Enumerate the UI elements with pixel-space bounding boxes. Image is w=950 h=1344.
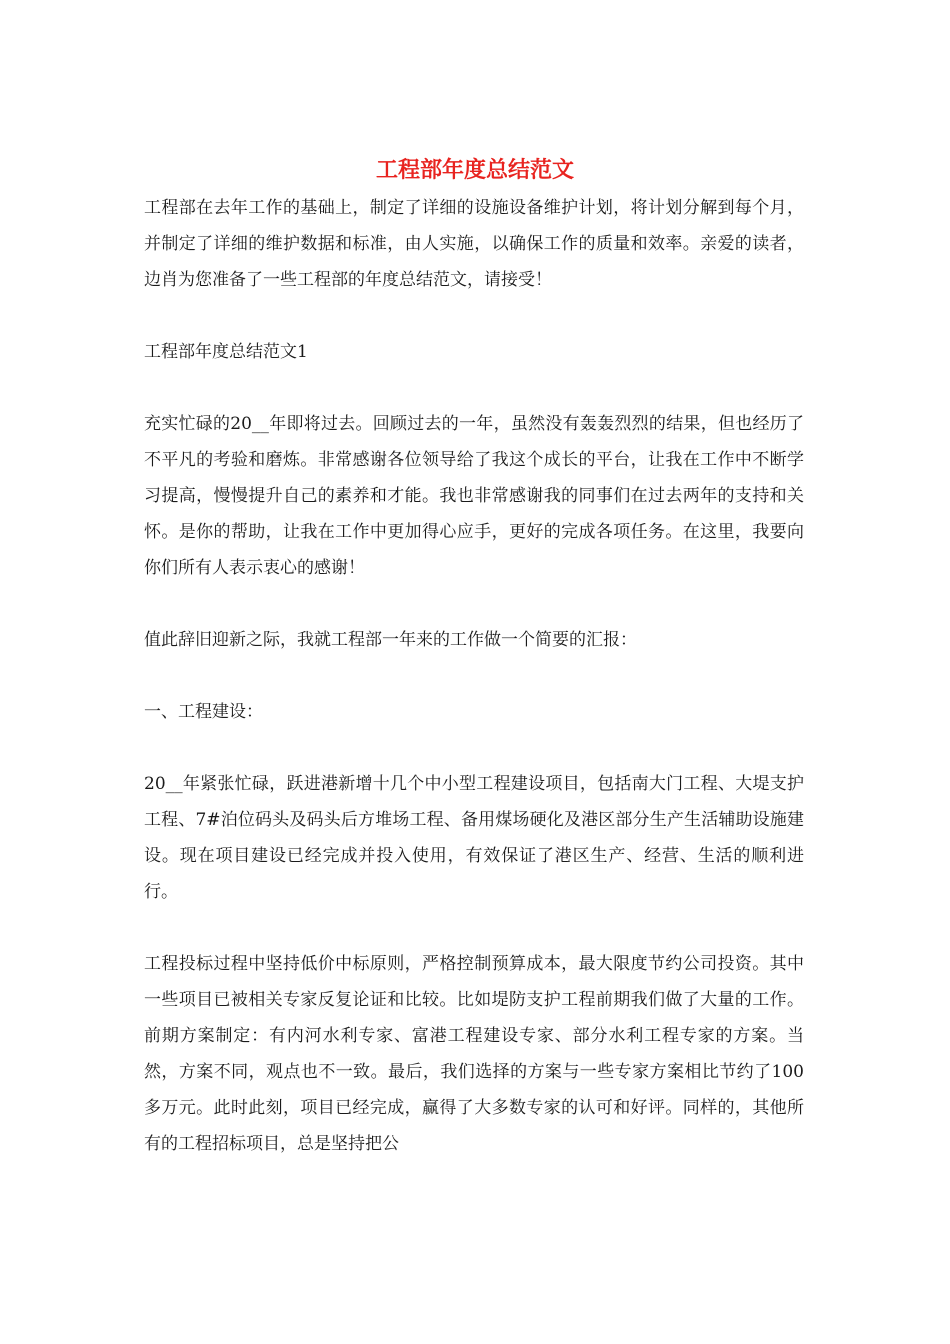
- body-paragraph: 充实忙碌的20__年即将过去。回顾过去的一年，虽然没有轰轰烈烈的结果，但也经历了不平凡的考验和磨炼。非常感谢各位领导给了我这个成长的平台，让我在工作中不断学习提高，慢慢提升自己的素养和才能。我也非常感谢我的同事们在过去两年的支持和关怀。是你的帮助，让我在工作中更加得心应手，更好的完成各项任务。在这里，我要向你们所有人表示衷心的感谢！: [144, 414, 804, 578]
- document-body: [144, 190, 804, 1162]
- section-heading: 工程部年度总结范文1: [144, 342, 308, 362]
- intro-paragraph: 工程部在去年工作的基础上，制定了详细的设施设备维护计划，将计划分解到每个月，并制定了详细的维护数据和标准，由人实施，以确保工作的质量和效率。亲爱的读者，边肖为您准备了一些工程部的年度总结范文，请接受！: [144, 198, 804, 290]
- body-paragraph: 工程投标过程中坚持低价中标原则，严格控制预算成本，最大限度节约公司投资。其中一些项目已被相关专家反复论证和比较。比如堤防支护工程前期我们做了大量的工作。前期方案制定：有内河水利专家、富港工程建设专家、部分水利工程专家的方案。当然，方案不同，观点也不一致。最后，我们选择的方案与一些专家方案相比节约了100多万元。此时此刻，项目已经完成，赢得了大多数专家的认可和好评。同样的，其他所有的工程招标项目，总是坚持把公: [144, 954, 804, 1154]
- subsection-heading: 一、工程建设：: [144, 702, 263, 722]
- body-paragraph: 20__年紧张忙碌，跃进港新增十几个中小型工程建设项目，包括南大门工程、大堤支护工程、7#泊位码头及码头后方堆场工程、备用煤场硬化及港区部分生产生活辅助设施建设。现在项目建设已经完成并投入使用，有效保证了港区生产、经营、生活的顺利进行。: [144, 774, 804, 902]
- document-title: 工程部年度总结范文: [375, 157, 574, 183]
- body-paragraph: 值此辞旧迎新之际，我就工程部一年来的工作做一个简要的汇报：: [144, 630, 637, 650]
